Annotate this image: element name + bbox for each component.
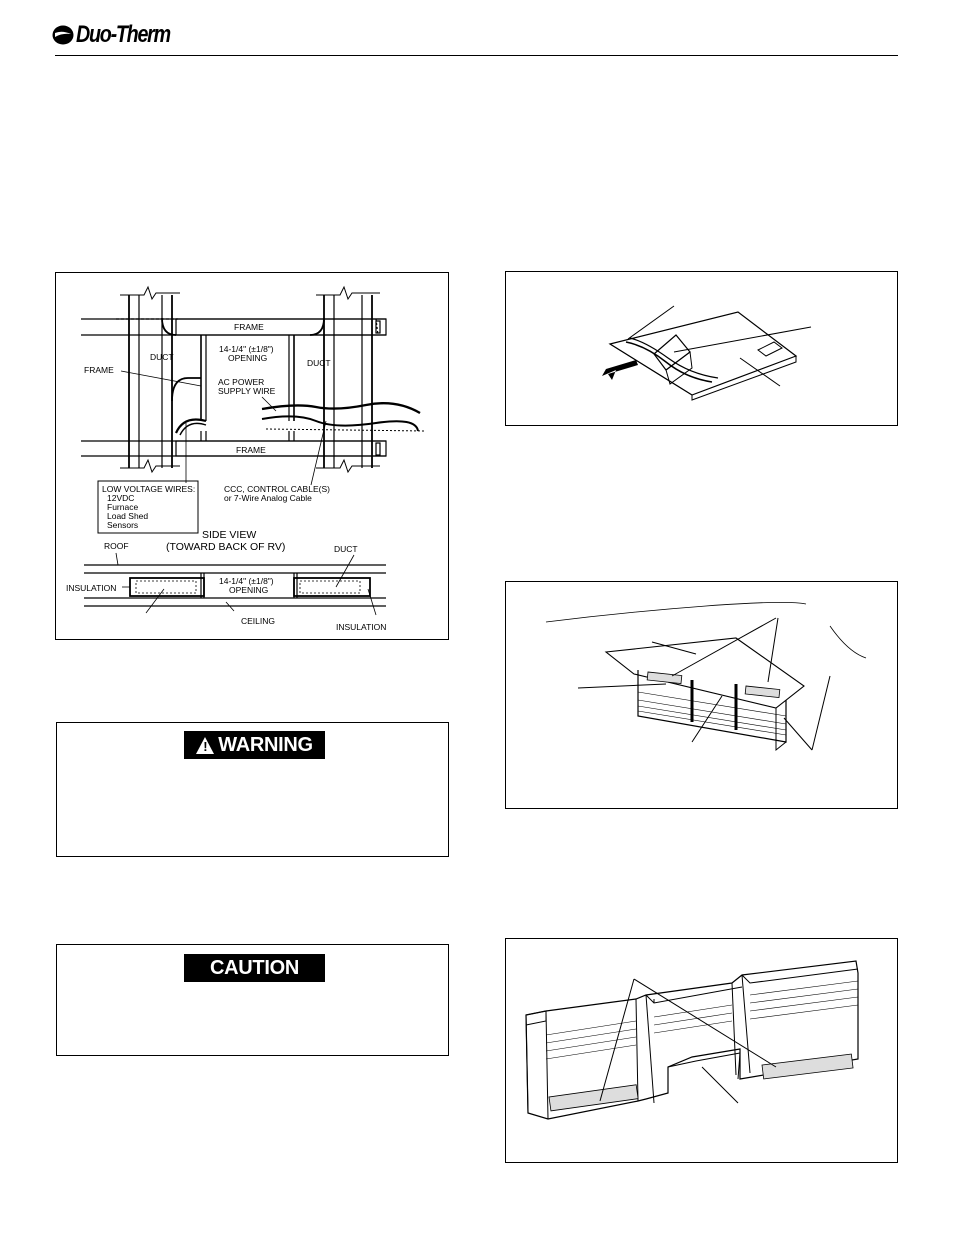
label-duct-side: DUCT bbox=[334, 544, 358, 554]
label-roof: ROOF bbox=[104, 541, 129, 551]
brand-name: Duo-Therm bbox=[76, 21, 170, 48]
label-frame-top: FRAME bbox=[234, 322, 264, 332]
label-ac-power: AC POWER bbox=[218, 377, 265, 387]
figure-insulation-install bbox=[505, 581, 898, 809]
low-voltage-item: Sensors bbox=[107, 520, 139, 530]
label-opening: 14-1/4" (±1/8") bbox=[219, 344, 274, 354]
warning-header bbox=[184, 731, 325, 759]
label-frame-bottom: FRAME bbox=[236, 445, 266, 455]
caution-label: CAUTION bbox=[209, 956, 299, 979]
label-duct-right: DUCT bbox=[307, 358, 331, 368]
label-ceiling: CEILING bbox=[241, 616, 276, 626]
label-insulation-left: INSULATION bbox=[66, 583, 117, 593]
caution-box bbox=[56, 944, 449, 1056]
label-opening2: 14-1/4" (±1/8") bbox=[219, 576, 274, 586]
header-rule bbox=[55, 55, 898, 56]
label-duct-left: DUCT bbox=[150, 352, 174, 362]
low-voltage-item: Load Shed bbox=[107, 511, 149, 521]
brand-logo bbox=[52, 20, 191, 50]
warning-box bbox=[56, 722, 449, 857]
low-voltage-title: LOW VOLTAGE WIRES: bbox=[102, 484, 196, 494]
unit-cables-diagram bbox=[506, 272, 899, 427]
label-supply-wire: SUPPLY WIRE bbox=[218, 386, 276, 396]
label-opening-word: OPENING bbox=[228, 353, 268, 363]
caution-header bbox=[184, 954, 325, 982]
warning-triangle-icon: ! bbox=[196, 737, 214, 754]
label-ccc-cable: CCC, CONTROL CABLE(S) bbox=[224, 484, 330, 494]
low-voltage-item: Furnace bbox=[107, 502, 139, 512]
insulation-install-diagram bbox=[506, 582, 899, 810]
label-toward-back: (TOWARD BACK OF RV) bbox=[166, 541, 286, 553]
duct-layout-diagram bbox=[56, 273, 450, 641]
warning-label: WARNING bbox=[218, 733, 313, 756]
label-insulation-right: INSULATION bbox=[336, 622, 387, 632]
low-voltage-item: 12VDC bbox=[107, 493, 135, 503]
figure-unit-cables bbox=[505, 271, 898, 426]
pull-direction-arrow-icon bbox=[602, 360, 638, 380]
label-side-view: SIDE VIEW bbox=[202, 529, 257, 541]
insulation-kit-diagram bbox=[506, 939, 899, 1164]
logo-swoosh-icon bbox=[52, 25, 74, 45]
figure-duct-layout bbox=[55, 272, 449, 640]
figure-insulation-kit bbox=[505, 938, 898, 1163]
label-analog-cable: or 7-Wire Analog Cable bbox=[224, 493, 312, 503]
label-frame-left: FRAME bbox=[84, 365, 114, 375]
label-opening2-word: OPENING bbox=[229, 585, 269, 595]
